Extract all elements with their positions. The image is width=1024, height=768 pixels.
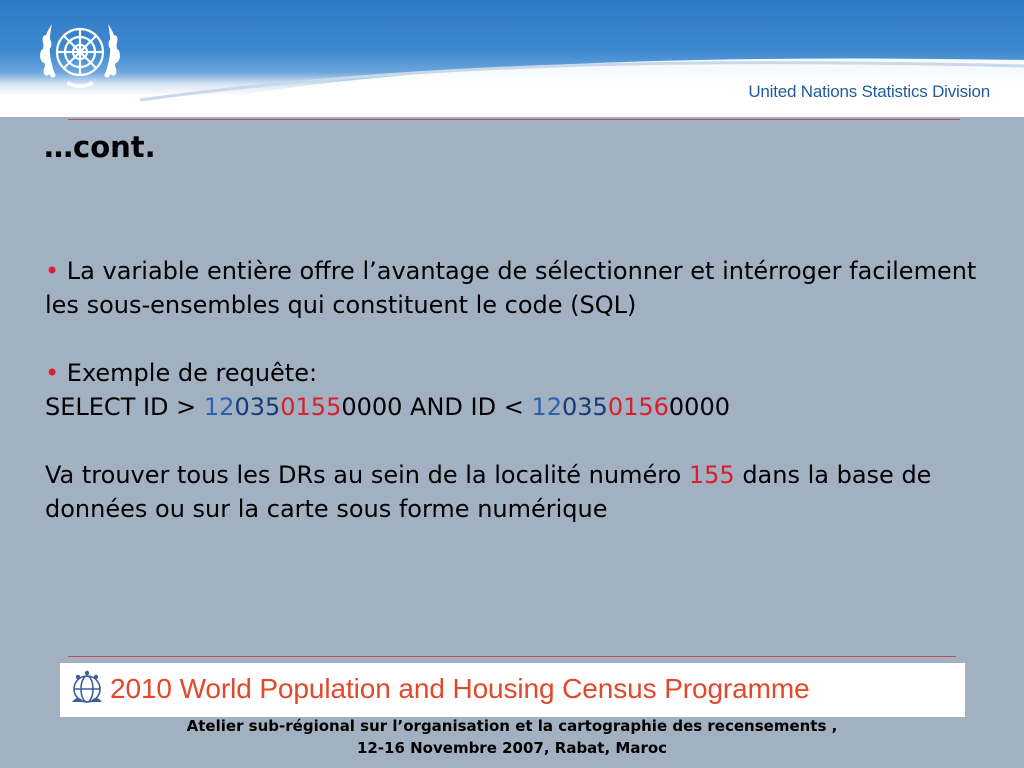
bullet-icon: •	[45, 257, 60, 285]
spacer	[45, 424, 995, 458]
id-segment-dr: 0000	[341, 393, 403, 421]
spacer	[45, 322, 995, 356]
header-band	[0, 0, 1024, 117]
slide-body	[45, 254, 995, 526]
query-prefix: SELECT ID >	[45, 393, 204, 421]
bullet-icon: •	[45, 359, 60, 387]
id-segment-locality: 0156	[607, 393, 669, 421]
footer	[0, 715, 1024, 759]
un-emblem-icon	[30, 12, 130, 96]
census-programme-banner	[60, 663, 965, 717]
sql-query	[45, 390, 995, 424]
query-middle: AND ID <	[402, 393, 532, 421]
id-segment-province: 035	[234, 393, 281, 421]
bullet-point-1	[45, 254, 995, 322]
bullet-text: La variable entière offre l’avantage de sélectionner et intérroger facilement les sous-ensembles qui constituent le code (SQL)	[45, 257, 977, 319]
banner-title: 2010 World Population and Housing Census Programme	[110, 673, 810, 704]
footer-divider	[68, 656, 956, 657]
slide-title: …cont.	[44, 130, 156, 164]
organization-name: United Nations Statistics Division	[748, 82, 990, 101]
footer-event-line: Atelier sub-régional sur l’organisation et la cartographie des recensements ,	[186, 717, 838, 735]
header-divider	[68, 119, 960, 120]
footer-date-line: 12-16 Novembre 2007, Rabat, Maroc	[356, 739, 668, 757]
id-segment-locality: 0155	[280, 393, 342, 421]
locality-number: 155	[688, 461, 735, 489]
result-text-start: Va trouver tous les DRs au sein de la localité numéro	[45, 461, 689, 489]
result-text-end: dans la base de données ou sur la carte sous forme numérique	[45, 461, 932, 523]
bullet-text: Exemple de requête:	[59, 359, 318, 387]
id-segment-region: 12	[203, 393, 235, 421]
id-segment-province: 035	[562, 393, 608, 421]
census-programme-icon	[66, 668, 108, 710]
result-description	[45, 458, 995, 526]
id-segment-region: 12	[531, 393, 563, 421]
id-segment-dr: 0000	[668, 393, 730, 421]
bullet-point-2	[45, 356, 995, 390]
